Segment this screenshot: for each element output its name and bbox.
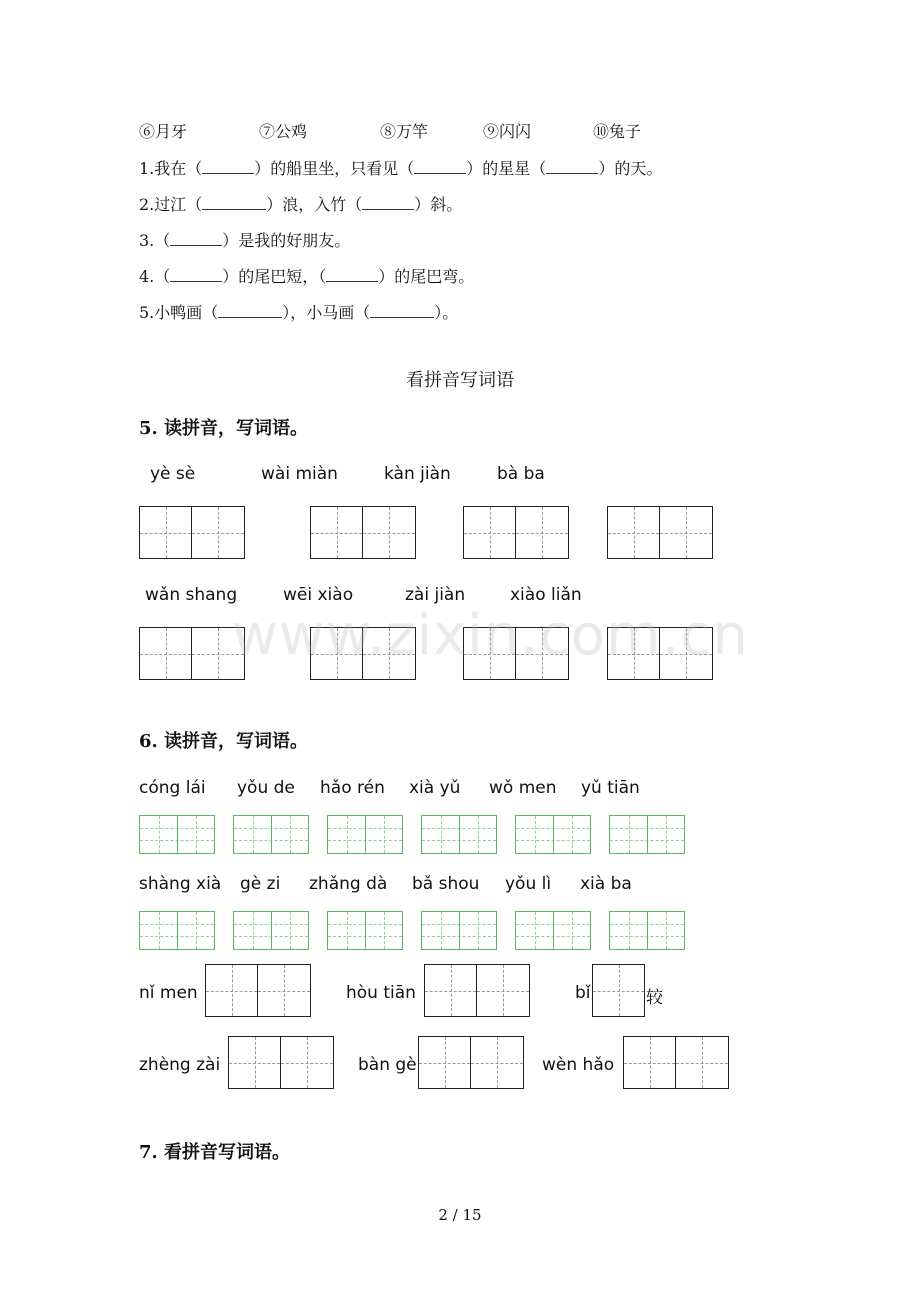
writing-grid[interactable] <box>607 506 713 559</box>
pinyin: xiào liǎn <box>510 585 582 605</box>
green-writing-grid[interactable] <box>139 911 215 950</box>
sentence-5-part: ），小马画（ <box>282 303 371 322</box>
pinyin: xià yǔ <box>409 778 461 798</box>
sentence-2-part: ）斜。 <box>414 195 463 214</box>
answer-blank[interactable] <box>414 161 466 174</box>
sentence-5-part: 5.小鸭画（ <box>139 303 219 322</box>
answer-blank[interactable] <box>170 233 222 246</box>
green-writing-grid[interactable] <box>515 815 591 854</box>
green-writing-grid[interactable] <box>327 815 403 854</box>
sentence-1-part: ）的船里坐，只看见（ <box>254 159 415 178</box>
green-writing-grid[interactable] <box>327 911 403 950</box>
pinyin: xià ba <box>580 874 632 894</box>
sentence-3-part: ）是我的好朋友。 <box>222 231 351 250</box>
answer-blank[interactable] <box>546 161 598 174</box>
green-writing-grid[interactable] <box>515 911 591 950</box>
writing-grid[interactable] <box>139 506 245 559</box>
pinyin: shàng xià <box>139 874 222 894</box>
pinyin: nǐ men <box>139 983 198 1003</box>
green-writing-grid[interactable] <box>233 911 309 950</box>
green-writing-grid[interactable] <box>609 815 685 854</box>
question-5-heading: 5. 读拼音，写词语。 <box>139 418 309 439</box>
writing-grid[interactable] <box>205 964 311 1017</box>
answer-blank[interactable] <box>218 305 282 318</box>
answer-blank[interactable] <box>202 197 266 210</box>
writing-grid[interactable] <box>623 1036 729 1089</box>
answer-blank[interactable] <box>326 269 378 282</box>
pinyin: zhǎng dà <box>309 874 388 894</box>
writing-grid[interactable] <box>228 1036 334 1089</box>
pinyin: zhèng zài <box>139 1055 221 1075</box>
sentence-2-part: 2.过江（ <box>139 195 203 214</box>
sentence-4-part: 4.（ <box>139 267 171 286</box>
option-6: ⑥月牙 <box>139 122 188 141</box>
question-7-heading: 7. 看拼音写词语。 <box>139 1142 291 1163</box>
sentence-3-part: 3.（ <box>139 231 171 250</box>
sentence-1-part: ）的天。 <box>598 159 663 178</box>
pinyin: zài jiàn <box>405 585 466 605</box>
green-writing-grid[interactable] <box>609 911 685 950</box>
watermark: www.zixin.com.cn <box>232 603 749 668</box>
pinyin: bǎ shou <box>412 874 480 894</box>
section-title: 看拼音写词语 <box>406 370 514 391</box>
pinyin: hǎo rén <box>320 778 385 798</box>
writing-grid[interactable] <box>463 506 569 559</box>
pinyin: wēi xiào <box>283 585 354 605</box>
answer-blank[interactable] <box>202 161 254 174</box>
option-8: ⑧万竿 <box>380 122 429 141</box>
sentence-2 <box>139 192 462 215</box>
pinyin: wǒ men <box>489 778 557 798</box>
pinyin: yǒu de <box>237 778 295 798</box>
writing-grid[interactable] <box>424 964 530 1017</box>
pinyin: wǎn shang <box>145 585 238 605</box>
sentence-2-part: ）浪，入竹（ <box>266 195 363 214</box>
option-9: ⑨闪闪 <box>483 122 532 141</box>
pinyin: bàn gè <box>358 1055 417 1075</box>
writing-grid[interactable] <box>418 1036 524 1089</box>
sentence-5 <box>139 300 458 323</box>
option-10: ⑩兔子 <box>593 122 642 141</box>
green-writing-grid[interactable] <box>421 815 497 854</box>
pinyin: wèn hǎo <box>542 1055 615 1075</box>
sentence-1-part: ）的星星（ <box>466 159 547 178</box>
sentence-5-part: ）。 <box>434 303 459 322</box>
answer-blank[interactable] <box>362 197 414 210</box>
pinyin: yè sè <box>150 464 196 484</box>
green-writing-grid[interactable] <box>421 911 497 950</box>
pinyin: cóng lái <box>139 778 206 798</box>
answer-blank[interactable] <box>370 305 434 318</box>
sentence-4 <box>139 264 474 287</box>
question-6-heading: 6. 读拼音，写词语。 <box>139 731 309 752</box>
pinyin: kàn jiàn <box>384 464 451 484</box>
sentence-3 <box>139 228 350 251</box>
pinyin: bà ba <box>497 464 545 484</box>
green-writing-grid[interactable] <box>233 815 309 854</box>
sentence-1-part: 1.我在（ <box>139 159 203 178</box>
pinyin: hòu tiān <box>346 983 416 1003</box>
pinyin: gè zi <box>240 874 281 894</box>
sentence-1 <box>139 156 662 179</box>
pinyin: bǐ <box>575 983 591 1003</box>
answer-blank[interactable] <box>170 269 222 282</box>
writing-grid[interactable] <box>310 506 416 559</box>
pinyin: yǔ tiān <box>581 778 640 798</box>
sentence-4-part: ）的尾巴弯。 <box>378 267 475 286</box>
pinyin: yǒu lì <box>505 874 552 894</box>
pinyin: wài miàn <box>261 464 338 484</box>
sentence-4-part: ）的尾巴短，（ <box>222 267 327 286</box>
green-writing-grid[interactable] <box>139 815 215 854</box>
option-7: ⑦公鸡 <box>259 122 308 141</box>
page-number: 2 / 15 <box>438 1206 482 1224</box>
writing-grid[interactable] <box>592 964 645 1017</box>
writing-grid[interactable] <box>139 627 245 680</box>
given-character: 较 <box>646 988 663 1008</box>
